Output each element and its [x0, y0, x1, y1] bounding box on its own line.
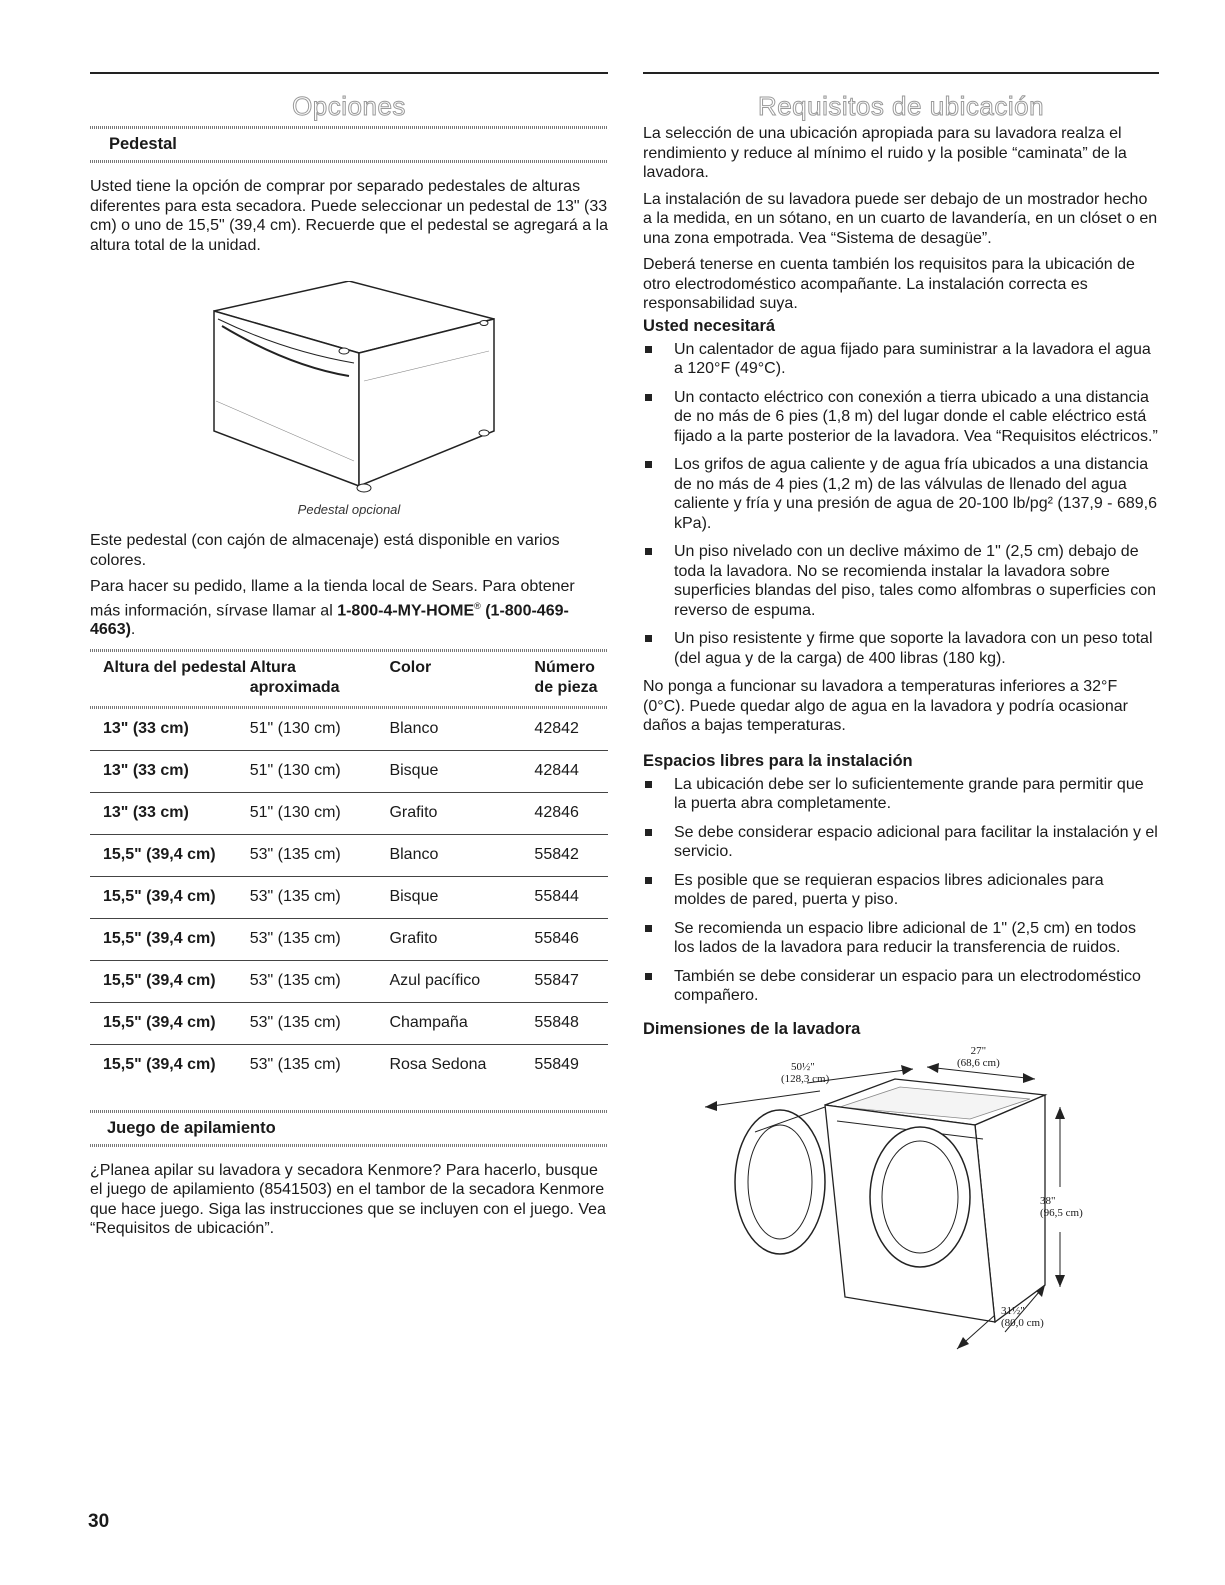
cell-part-number: 55842 — [534, 834, 608, 876]
cell-approx-height: 53" (135 cm) — [250, 918, 390, 960]
table-header-row — [90, 652, 608, 706]
dim-width-inches: 50½" — [791, 1060, 815, 1073]
cell-pedestal-height: 15,5" (39,4 cm) — [90, 1002, 250, 1044]
cell-part-number: 42842 — [534, 709, 608, 751]
table-row — [90, 834, 608, 876]
section-title-location: Requisitos de ubicación — [757, 91, 1045, 121]
cell-approx-height: 53" (135 cm) — [250, 876, 390, 918]
top-rule — [90, 72, 608, 74]
cell-part-number: 42846 — [534, 792, 608, 834]
need-list — [643, 340, 1159, 669]
header-approx-height: Altura aproximada — [249, 658, 340, 696]
cell-part-number: 55849 — [534, 1055, 579, 1073]
pedestal-illustration — [194, 281, 504, 496]
right-column — [643, 72, 1159, 1367]
list-item-text: Un piso nivelado con un declive máximo de 1" (2,5 cm) debajo de toda la lavadora. No se recomienda instalar la lavadora sobre superficies blandas del piso, tales como alfombras o superficies con reverso de espuma. — [674, 543, 1157, 619]
list-item — [643, 871, 1159, 910]
location-intro-2: La instalación de su lavadora puede ser debajo de un mostrador hecho a la medida, en un sótano, en un cuarto de lavandería, en un clóset o en una zona empotrada. Vea “Sistema de desagüe”. — [643, 190, 1158, 247]
pedestal-intro: Usted tiene la opción de comprar por separado pedestales de alturas diferentes para esta secadora. Puede seleccionar un pedestal de 13" (33 cm) o uno de 15,5" (39,4 cm). Recuerde que el pedestal se agregará a la altura total de la unidad. — [90, 178, 608, 254]
cell-approx-height: 51" (130 cm) — [250, 792, 390, 834]
table-row — [90, 1044, 608, 1086]
need-heading: Usted necesitará — [643, 316, 776, 335]
cell-approx-height: 53" (135 cm) — [250, 834, 390, 876]
cell-part-number: 42844 — [534, 750, 608, 792]
cell-pedestal-height: 15,5" (39,4 cm) — [90, 834, 250, 876]
cell-pedestal-height: 13" (33 cm) — [90, 709, 250, 751]
bullet-icon — [645, 548, 652, 555]
dim-side-inches: 31½" — [1001, 1304, 1025, 1317]
washer-dimensions-figure — [695, 1044, 1115, 1367]
cell-pedestal-height: 15,5" (39,4 cm) — [90, 918, 250, 960]
cell-pedestal-height: 15,5" (39,4 cm) — [90, 960, 250, 1002]
list-item-text: La ubicación debe ser lo suficientemente grande para permitir que la puerta abra completamente. — [674, 775, 1144, 812]
section-title-options: Opciones — [292, 91, 406, 121]
table-row — [90, 750, 608, 792]
cell-pedestal-height: 15,5" (39,4 cm) — [103, 1055, 216, 1073]
pedestal-figure — [194, 281, 504, 496]
dim-height-label — [1040, 1195, 1083, 1219]
dim-height-inches: 38" — [1040, 1194, 1056, 1207]
figure-caption: Pedestal opcional — [297, 502, 401, 517]
cell-pedestal-height: 13" (33 cm) — [90, 792, 250, 834]
dim-width-label — [781, 1061, 829, 1085]
list-item — [643, 967, 1159, 1006]
cell-color: Azul pacífico — [389, 960, 534, 1002]
cell-color: Bisque — [389, 750, 534, 792]
table-row — [90, 918, 608, 960]
registered-mark: ® — [474, 600, 481, 611]
bullet-icon — [645, 829, 652, 836]
order-end: . — [130, 621, 136, 639]
phone-number: 1-800-4-MY-HOME — [337, 601, 475, 619]
dim-side-label — [1001, 1305, 1044, 1329]
dim-height-cm: (96,5 cm) — [1040, 1206, 1083, 1219]
clearance-list — [643, 775, 1159, 1006]
pedestal-heading: Pedestal — [109, 135, 177, 153]
list-item-text: Un contacto eléctrico con conexión a tierra ubicado a una distancia de no más de 6 pies (1,8 m) del lugar donde el cable eléctrico está fijado a la parte posterior de la lavadora. Vea “Requisitos eléctricos.” — [674, 388, 1158, 445]
list-item — [643, 919, 1159, 958]
cell-color: Blanco — [389, 709, 534, 751]
temperature-warning: No ponga a funcionar su lavadora a temperaturas inferiores a 32°F (0°C). Puede quedar algo de agua en la lavadora y podría ocasionar daños a bajas temperaturas. — [643, 678, 1128, 734]
header-pedestal-height: Altura del pedestal — [103, 658, 247, 676]
dim-depth-inches: 27" — [970, 1044, 987, 1057]
cell-approx-height: 53" (135 cm) — [250, 1002, 390, 1044]
pedestal-drawer-text: Este pedestal (con cajón de almacenaje) está disponible en varios colores. — [90, 532, 560, 569]
list-item-text: Un piso resistente y firme que soporte la lavadora con un peso total (del agua y de la carga) de 400 libras (180 kg). — [674, 630, 1153, 667]
cell-color: Champaña — [389, 1002, 534, 1044]
top-rule — [643, 72, 1159, 74]
list-item — [643, 542, 1159, 620]
list-item-text: Un calentador de agua fijado para suministrar a la lavadora el agua a 120°F (49°C). — [674, 340, 1151, 377]
order-text: Para hacer su pedido, llame a la tienda local de Sears. Para obtener más información, sírvase llamar al — [90, 578, 575, 619]
list-item — [643, 823, 1159, 862]
cell-color: Rosa Sedona — [389, 1055, 487, 1073]
order-paragraph — [90, 577, 608, 640]
cell-approx-height: 51" (130 cm) — [250, 709, 390, 751]
list-item — [643, 455, 1159, 533]
bullet-icon — [645, 973, 652, 980]
cell-part-number: 55847 — [534, 960, 608, 1002]
dotted-rule — [90, 1144, 608, 1147]
cell-part-number: 55846 — [534, 918, 608, 960]
bullet-icon — [645, 461, 652, 468]
location-intro-1: La selección de una ubicación apropiada para su lavadora realza el rendimiento y reduce al mínimo el ruido y la posible “caminata” de la lavadora. — [643, 125, 1127, 181]
cell-pedestal-height: 13" (33 cm) — [90, 750, 250, 792]
table-row — [90, 1002, 608, 1044]
cell-color: Grafito — [389, 918, 534, 960]
pedestal-table — [90, 652, 608, 1086]
table-row — [90, 876, 608, 918]
bullet-icon — [645, 925, 652, 932]
stacking-text: ¿Planea apilar su lavadora y secadora Kenmore? Para hacerlo, busque el juego de apilamiento (8541503) en el tambor de la secadora Kenmore que hace juego. Siga las instrucciones que se incluyen con el juego. Vea “Requisitos de ubicación”. — [90, 1161, 606, 1238]
list-item — [643, 629, 1159, 668]
dim-width-cm: (128,3 cm) — [781, 1072, 830, 1085]
table-body — [90, 709, 608, 1086]
dim-side-cm: (80,0 cm) — [1001, 1316, 1044, 1329]
dotted-rule — [90, 160, 608, 163]
list-item-text: Se debe considerar espacio adicional para facilitar la instalación y el servicio. — [674, 823, 1158, 860]
dotted-rule — [90, 1110, 608, 1113]
dimensions-heading: Dimensiones de la lavadora — [643, 1019, 861, 1038]
location-intro-3: Deberá tenerse en cuenta también los requisitos para la ubicación de otro electrodoméstico acompañante. La instalación correcta es responsabilidad suya. — [643, 256, 1135, 312]
table-row — [90, 792, 608, 834]
dim-depth-label — [957, 1045, 1000, 1069]
cell-color: Grafito — [389, 792, 534, 834]
header-part-number: Número de pieza — [534, 658, 598, 696]
phone-number-digits: (1-800-469-4663) — [90, 601, 569, 639]
bullet-icon — [645, 877, 652, 884]
cell-color: Bisque — [389, 876, 534, 918]
list-item — [643, 340, 1159, 379]
cell-pedestal-height: 15,5" (39,4 cm) — [90, 876, 250, 918]
cell-approx-height: 53" (135 cm) — [249, 1055, 341, 1073]
dim-depth-cm: (68,6 cm) — [957, 1056, 1000, 1069]
bullet-icon — [645, 394, 652, 401]
left-column — [90, 72, 608, 1246]
cell-part-number: 55844 — [534, 876, 608, 918]
table-row — [90, 709, 608, 751]
bullet-icon — [645, 635, 652, 642]
cell-color: Blanco — [389, 834, 534, 876]
header-color: Color — [389, 658, 432, 676]
clearance-heading: Espacios libres para la instalación — [643, 751, 913, 770]
dotted-rule — [90, 126, 608, 129]
table-row — [90, 960, 608, 1002]
bullet-icon — [645, 781, 652, 788]
cell-part-number: 55848 — [534, 1002, 608, 1044]
list-item — [643, 775, 1159, 814]
list-item-text: También se debe considerar un espacio para un electrodoméstico compañero. — [674, 967, 1141, 1004]
list-item-text: Los grifos de agua caliente y de agua fría ubicados a una distancia de no más de 4 pies (1,2 m) de las válvulas de llenado del agua caliente y fría y una presión de agua de 20-100 lb/pg² (137,9 - 689,6 kPa). — [674, 456, 1157, 532]
cell-approx-height: 51" (130 cm) — [250, 750, 390, 792]
stacking-heading: Juego de apilamiento — [107, 1118, 276, 1137]
page-number: 30 — [88, 1511, 110, 1532]
list-item-text: Es posible que se requieran espacios libres adicionales para moldes de pared, puerta y piso. — [674, 871, 1104, 908]
bullet-icon — [645, 346, 652, 353]
list-item-text: Se recomienda un espacio libre adicional de 1" (2,5 cm) en todos los lados de la lavadora para reducir la transferencia de ruidos. — [674, 919, 1136, 956]
cell-approx-height: 53" (135 cm) — [250, 960, 390, 1002]
list-item — [643, 388, 1159, 447]
